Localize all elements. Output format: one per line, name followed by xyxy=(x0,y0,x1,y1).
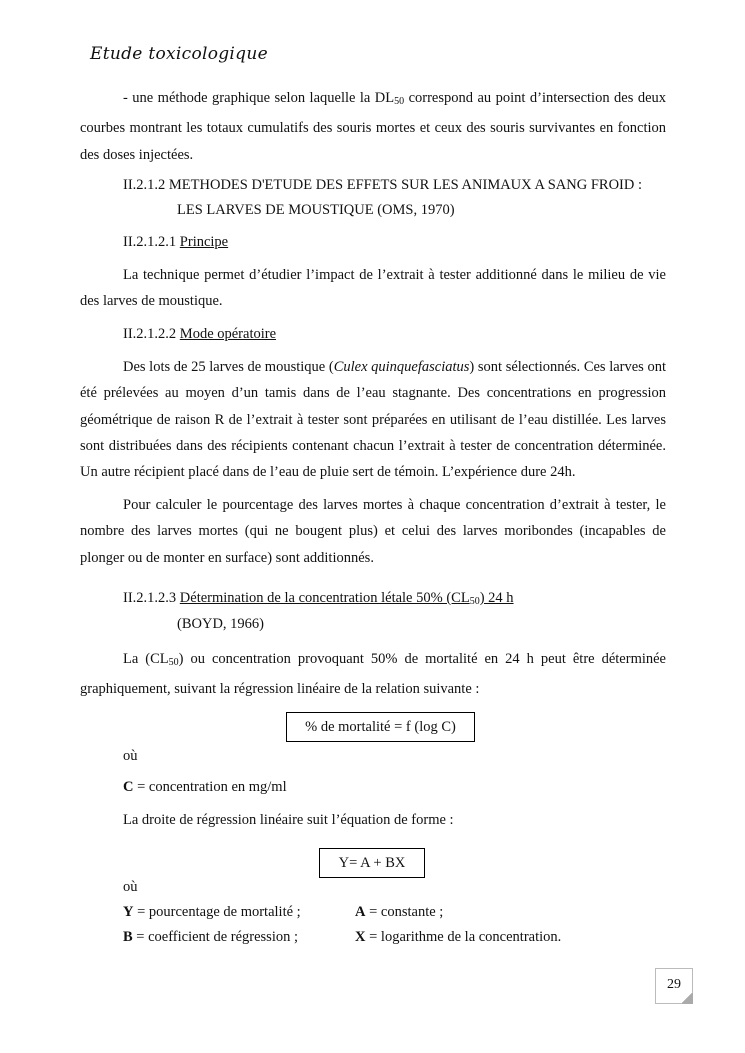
subsection-heading xyxy=(123,588,514,612)
heading-number: II.2.1.2.1 xyxy=(123,234,180,250)
text: ) ou concentration provoquant 50% de mortalité en 24 h peut être déterminée graphiquement, suivant la régression linéaire de la relation suivante : xyxy=(80,651,666,698)
symbol: B xyxy=(123,929,133,945)
text: - une méthode graphique selon laquelle la DL xyxy=(123,90,395,106)
text: où xyxy=(123,748,138,764)
running-header: Etude toxicologique xyxy=(90,44,268,64)
species-name: Culex quinquefasciatus xyxy=(333,359,470,375)
text: La (CL xyxy=(123,651,169,667)
heading-number: II.2.1.2.2 xyxy=(123,326,180,342)
definition xyxy=(355,927,561,947)
heading-number: II.2.1.2.3 xyxy=(123,590,180,606)
definition xyxy=(123,927,298,947)
heading-title: Principe xyxy=(179,234,229,250)
formula-box: Y= A + BX xyxy=(319,848,425,878)
paragraph xyxy=(80,354,666,485)
heading-title: Mode opératoire xyxy=(179,326,277,342)
text: Détermination de la concentration létale 50% (CL xyxy=(179,590,470,606)
subsection-heading xyxy=(123,232,228,252)
subscript: 50 xyxy=(394,96,405,107)
definition xyxy=(123,777,287,797)
text: correspond au point d’intersection des deux courbes montrant les totaux cumulatifs des souris mortes et ceux des souris survivantes en fonction des doses injectées. xyxy=(80,90,667,163)
subscript: 50 xyxy=(168,657,179,668)
symbol: A xyxy=(355,904,366,920)
text: ) sont sélectionnés. Ces larves ont été prélevées au moyen d’un tamis dans de l’eau stagnante. Des concentrations en progression géométrique de raison R de l’extrait à tester sont préparées en utilisant de l’eau distillée. Les larves sont distribuées dans des récipients contenant chacun l’extrait à tester de concentration déterminée. Un autre récipient placé dans de l’eau de pluie sert de témoin. L’expérience dure 24h. xyxy=(80,359,666,481)
symbol: X xyxy=(355,929,366,945)
subsection-heading xyxy=(123,324,276,344)
paragraph xyxy=(80,646,666,703)
section-heading: II.2.1.2 METHODES D'ETUDE DES EFFETS SUR LES ANIMAUX A SANG FROID : xyxy=(123,177,643,193)
definition xyxy=(123,902,301,922)
text: Des lots de 25 larves de moustique ( xyxy=(123,359,334,375)
paragraph: La technique permet d’étudier l’impact de l’extrait à tester additionné dans le milieu de vie des larves de moustique. xyxy=(80,267,666,310)
subscript: 50 xyxy=(469,596,480,607)
definition xyxy=(355,902,443,922)
paragraph xyxy=(80,85,666,168)
section-heading-cont: LES LARVES DE MOUSTIQUE (OMS, 1970) xyxy=(177,202,455,218)
text: = logarithme de la concentration. xyxy=(365,929,562,945)
formula-box: % de mortalité = f (log C) xyxy=(286,712,475,742)
page-number: 29 xyxy=(655,968,693,1004)
symbol: C xyxy=(123,779,134,795)
text: = concentration en mg/ml xyxy=(133,779,287,795)
text: = coefficient de régression ; xyxy=(132,929,299,945)
heading-title xyxy=(180,590,514,606)
symbol: Y xyxy=(123,904,134,920)
text: = pourcentage de mortalité ; xyxy=(133,904,301,920)
text: La droite de régression linéaire suit l’équation de forme : xyxy=(123,812,454,828)
heading-reference: (BOYD, 1966) xyxy=(177,616,264,632)
text: où xyxy=(123,879,138,895)
paragraph: Pour calculer le pourcentage des larves mortes à chaque concentration d’extrait à tester, le nombre des larves mortes (qui ne bougent plus) et celui des larves moribondes (incapables de plonger ou de monter en surface) sont additionnés. xyxy=(80,497,666,566)
text: ) 24 h xyxy=(479,590,514,606)
text: = constante ; xyxy=(365,904,444,920)
